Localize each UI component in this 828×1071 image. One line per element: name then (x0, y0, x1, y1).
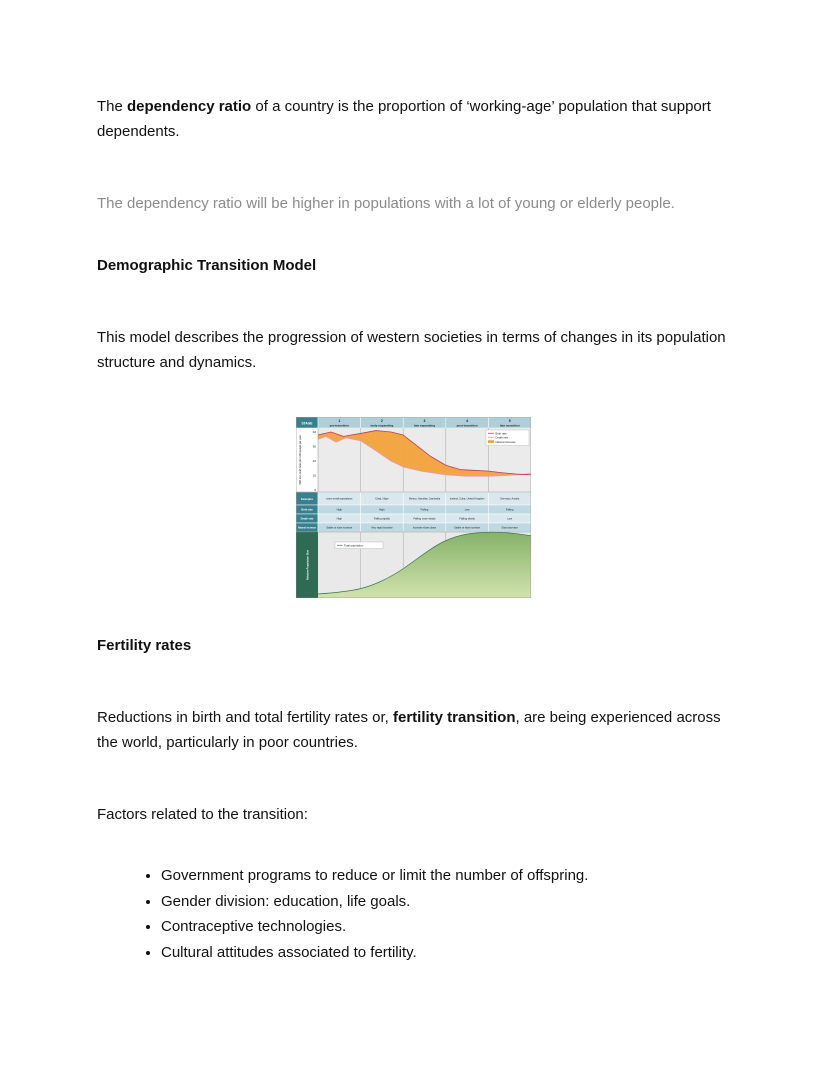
dtm-figure-image[interactable] (296, 417, 531, 598)
y-tick: 10 (312, 473, 316, 478)
natural-increase-legend-label: Natural increase (495, 440, 516, 444)
list-item: • Cultural attitudes associated to fertility. (161, 940, 737, 966)
table-cell-text: Increase slows down (412, 526, 437, 530)
stage-number: 3 (423, 418, 426, 423)
table-cell-text: Falling (505, 508, 514, 512)
table-cell-text: Slow decrease (501, 526, 518, 530)
table-cell-text: Chad, Niger (375, 497, 389, 501)
table-cell-text: Low (507, 517, 513, 521)
stage-number: 2 (380, 418, 383, 423)
table-cell-text: Falling more slowly (413, 517, 436, 521)
table-cell-text: Falling (420, 508, 429, 512)
stage-label: late expanding (413, 423, 436, 428)
list-item: • Contraceptive technologies. (161, 914, 737, 940)
factors-list (97, 863, 737, 965)
paragraph-dependency-note: The dependency ratio will be higher in populations with a lot of young or elderly people. (97, 195, 675, 212)
table-cell-text: High (379, 508, 385, 512)
row-label: Examples (300, 497, 314, 501)
death-rate-legend-label: Death rate (495, 436, 509, 440)
dtm-figure-svg (296, 417, 531, 598)
table-cell-text: Very rapid increase (371, 526, 393, 530)
y-tick: 30 (312, 444, 316, 449)
figure-table (296, 492, 531, 532)
stage-number: 4 (466, 418, 469, 423)
heading-fertility-rates: Fertility rates (97, 637, 192, 654)
paragraph-fertility-transition (97, 705, 737, 755)
table-cell-text: Falling rapidly (373, 517, 390, 521)
row-label: Death rate (300, 517, 314, 521)
rates-y-axis-label: Birth and death rates per 1000 people per year (299, 435, 302, 485)
list-item: • Government programs to reduce or limit the number of offspring. (161, 863, 737, 889)
population-legend (335, 542, 383, 549)
bold-dependency-ratio: dependency ratio (127, 98, 252, 115)
table-cell-text: some small populations (326, 497, 353, 501)
rates-legend (486, 430, 529, 446)
natural-increase-swatch (488, 440, 494, 443)
text-run: , are being experienced across the world, particularly in poor countries. (97, 709, 721, 751)
birth-rate-legend-label: Birth rate (495, 432, 507, 436)
text-run: The (97, 98, 128, 115)
rates-chart (299, 428, 531, 492)
stage-label: early expanding (370, 423, 394, 428)
table-cell-text: Falling slowly (459, 517, 475, 521)
text-run: of a country is the proportion of ‘working-age’ population that support dependents. (97, 98, 711, 140)
text-run: Reductions in birth and total fertility rates or, (97, 709, 393, 726)
document-content (97, 0, 737, 1071)
figure-header-row (296, 417, 531, 428)
table-cell-text: Mexico, Namibia, Cambodia (408, 497, 441, 501)
row-label: Birth rate (301, 508, 313, 512)
row-label: Natural increase (298, 527, 316, 530)
stage-label: late transition (499, 423, 520, 428)
table-cell-text: Low (464, 508, 470, 512)
table-cell-text: Iceland, Cuba, United Kingdom (449, 497, 485, 501)
paragraph-dependency-ratio (97, 94, 737, 144)
table-cell-text: Stable or slow increase (454, 526, 481, 530)
list-item: • Gender division: education, life goals. (161, 889, 737, 915)
stage-number: 1 (338, 418, 341, 423)
table-cell-text: Germany, Austria (500, 497, 520, 501)
stage-label: pre-transition (329, 423, 349, 428)
table-cell-text: High (336, 508, 342, 512)
bold-fertility-transition: fertility transition (392, 709, 516, 726)
table-cell-text: Stable or slow increase (326, 526, 353, 530)
population-legend-label: Total population (344, 544, 364, 548)
population-chart (296, 532, 531, 598)
stage-label: post-transition (456, 423, 478, 428)
paragraph-factors-intro: Factors related to the transition: (97, 806, 308, 823)
table-cell-text: High (336, 517, 342, 521)
paragraph-model-description: This model describes the progression of western societies in terms of changes in its population structure and dynamics. (97, 329, 726, 371)
stage-number: 5 (508, 418, 511, 423)
heading-demographic-transition-model: Demographic Transition Model (97, 257, 317, 274)
y-tick: 40 (312, 430, 316, 434)
y-tick: 0 (314, 488, 316, 492)
population-y-axis-label: Relative Population Size (306, 550, 310, 580)
stage-header-label: STAGE (301, 421, 313, 426)
y-tick: 20 (312, 459, 316, 463)
